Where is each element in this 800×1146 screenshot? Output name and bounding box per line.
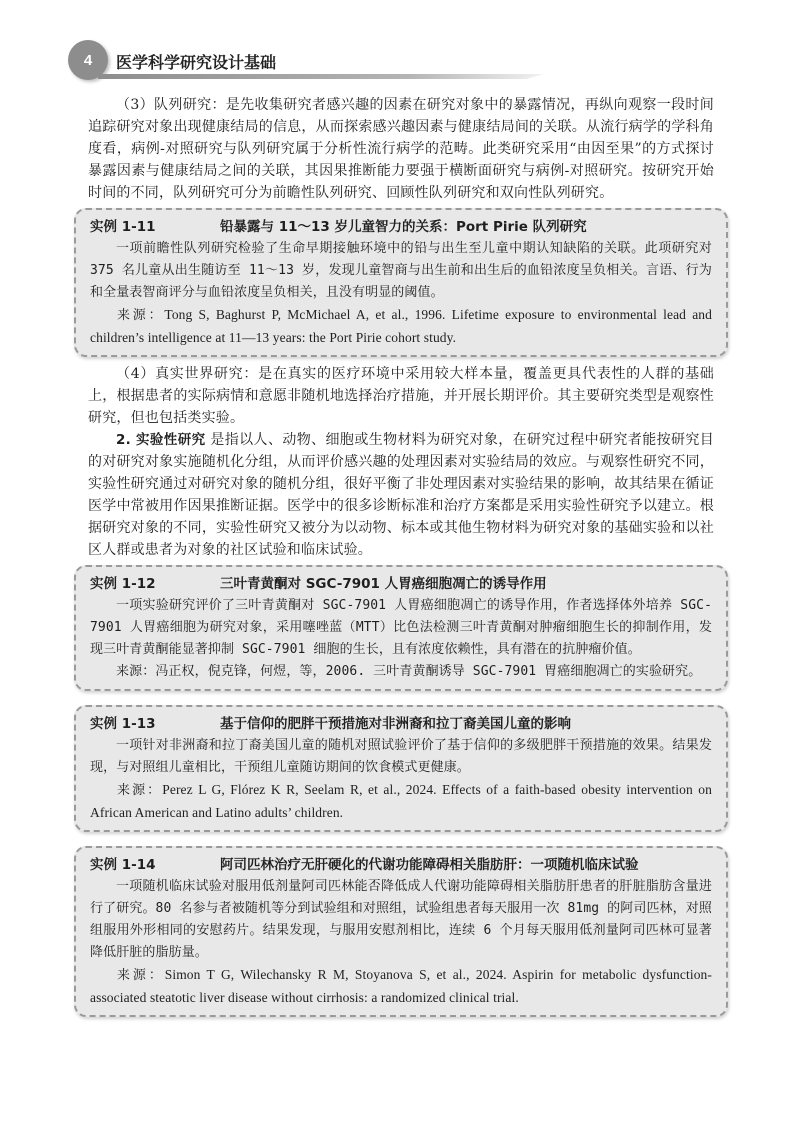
example-body: 一项前瞻性队列研究检验了生命早期接触环境中的铅与出生至儿童中期认知缺陷的关联。此项研究对 375 名儿童从出生随访至 11～13 岁，发现儿童智商与出生前和出生后的血铅浓度呈负相关。言语、行为和全量表智商评分与血铅浓度呈负相关，且没有明显的阈值。: [90, 241, 712, 300]
example-body: 一项针对非洲裔和拉丁裔美国儿童的随机对照试验评价了基于信仰的多级肥胖干预措施的效果。结果发现，与对照组儿童相比，干预组儿童随访期间的饮食模式更健康。: [90, 738, 712, 775]
paragraph-experimental-study: [88, 429, 714, 561]
source-label: 来源：: [116, 664, 156, 679]
example-title: 三叶青黄酮对 SGC-7901 人胃癌细胞凋亡的诱导作用: [220, 576, 547, 592]
example-label: 实例 1-11: [90, 219, 156, 235]
paragraph-text: 是指以人、动物、细胞或生物材料为研究对象，在研究过程中研究者能按研究目的对研究对象实施随机化分组，从而评价感兴趣的处理因素对实验结局的效应。与观察性研究不同，实验性研究通过对研究对象的随机分组，很好平衡了非处理因素对实验结果的影响，故其结果在循证医学中常被用作因果推断证据。医学中的很多诊断标准和治疗方案都是采用实验性研究予以建立。根据研究对象的不同，实验性研究又被分为以动物、标本或其他生物材料为研究对象的基础实验和以社区人群或患者为对象的社区试验和临床试验。: [88, 432, 715, 558]
example-source: [90, 304, 712, 349]
page-content: [88, 94, 714, 1023]
example-body: 一项随机临床试验对服用低剂量阿司匹林能否降低成人代谢功能障碍相关脂肪肝患者的肝脏脂肪含量进行了研究。80 名参与者被随机等分到试验组和对照组，试验组患者每天服用一次 81mg 的阿司匹林，对照组服用外形相同的安慰药片。结果发现，与服用安慰剂相比，连续 6 个月每天服用低剂量阿司匹林可显著降低肝脏的脂肪量。: [90, 879, 712, 960]
source-label: 来源：: [117, 968, 165, 983]
header-decorative-bar: [98, 74, 544, 79]
example-box-1-12: [74, 565, 728, 691]
book-title: 医学科学研究设计基础: [116, 53, 277, 72]
example-label: 实例 1-13: [90, 716, 156, 732]
example-title: 阿司匹林治疗无肝硬化的代谢功能障碍相关脂肪肝：一项随机临床试验: [220, 857, 639, 873]
source-citation: Tong S, Baghurst P, McMichael A, et al., 1996. Lifetime exposure to environmental lead and children’s intelligence at 11—13 years: the Port Pirie cohort study.: [90, 307, 712, 345]
paragraph-cohort-study: （3）队列研究：是先收集研究者感兴趣的因素在研究对象中的暴露情况，再纵向观察一段时间追踪研究对象出现健康结局的信息，从而探索感兴趣因素与健康结局间的关联。从流行病学的学科角度看，病例-对照研究与队列研究属于分析性流行病学的范畴。此类研究采用“由因至果”的方式探讨暴露因素与健康结局之间的关联，其因果推断能力要强于横断面研究与病例-对照研究。按研究开始时间的不同，队列研究可分为前瞻性队列研究、回顾性队列研究和双向性队列研究。: [88, 97, 714, 201]
example-box-1-13: [74, 705, 728, 832]
example-source: [90, 779, 712, 824]
source-citation: 冯正权，倪克锋，何煜，等，2006. 三叶青黄酮诱导 SGC-7901 胃癌细胞凋亡的实验研究。: [155, 664, 702, 679]
example-heading: [90, 573, 712, 595]
example-box-1-14: [74, 846, 728, 1017]
source-citation: Perez L G, Flórez K R, Seelam R, et al., 2024. Effects of a faith-based obesity intervention on African American and Latino adults’ children.: [90, 782, 712, 820]
example-source: [90, 964, 712, 1009]
example-label: 实例 1-12: [90, 576, 156, 592]
example-box-1-11: [74, 208, 728, 357]
section-lead: 2. 实验性研究: [116, 432, 206, 448]
example-label: 实例 1-14: [90, 857, 156, 873]
source-label: 来源：: [117, 783, 163, 798]
example-heading: [90, 216, 712, 238]
page-number-badge: 4: [68, 40, 108, 80]
example-body: 一项实验研究评价了三叶青黄酮对 SGC-7901 人胃癌细胞凋亡的诱导作用，作者选择体外培养 SGC-7901 人胃癌细胞为研究对象，采用噻唑蓝（MTT）比色法检测三叶青黄酮对肿瘤细胞生长的抑制作用，发现三叶青黄酮能显著抑制 SGC-7901 细胞的生长，且有浓度依赖性，具有潜在的抗肿瘤价值。: [90, 598, 712, 657]
source-citation: Simon T G, Wilechansky R M, Stoyanova S, et al., 2024. Aspirin for metabolic dysfunction-associated steatotic liver disease without cirrhosis: a randomized clinical trial.: [90, 967, 712, 1005]
paragraph-real-world-study: （4）真实世界研究：是在真实的医疗环境中采用较大样本量，覆盖更具代表性的人群的基础上，根据患者的实际病情和意愿非随机地选择治疗措施，并开展长期评价。其主要研究类型是观察性研究，但也包括类实验。: [88, 366, 714, 426]
example-title: 基于信仰的肥胖干预措施对非洲裔和拉丁裔美国儿童的影响: [220, 716, 571, 732]
source-label: 来源：: [117, 308, 165, 323]
page-header: [0, 0, 800, 82]
example-heading: [90, 854, 712, 876]
example-heading: [90, 713, 712, 735]
example-source: [90, 661, 712, 683]
example-title: 铅暴露与 11～13 岁儿童智力的关系：Port Pirie 队列研究: [220, 219, 587, 235]
